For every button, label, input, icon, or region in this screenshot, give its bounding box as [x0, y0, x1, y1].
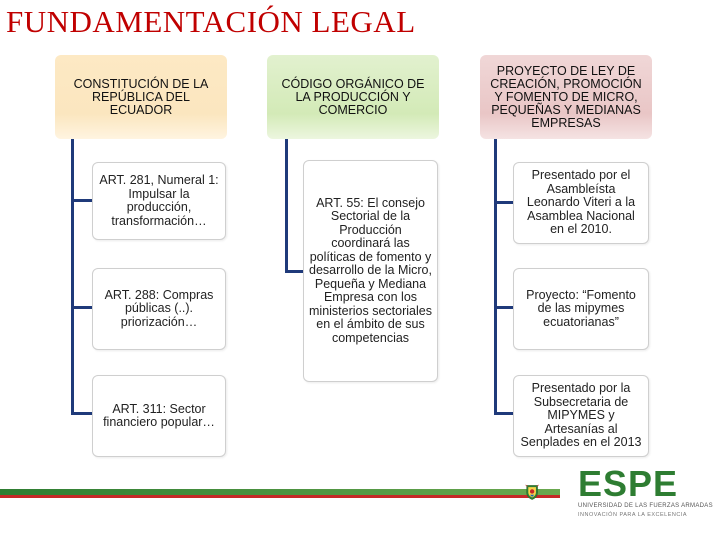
- connector-col1-vertical: [71, 139, 74, 415]
- connector-col3-item1: [494, 201, 513, 204]
- connector-col3-item2: [494, 306, 513, 309]
- page-title: FUNDAMENTACIÓN LEGAL: [6, 4, 416, 39]
- espe-crest-icon: [525, 462, 577, 522]
- connector-col1-item1: [71, 199, 92, 202]
- connector-col2-item1: [285, 270, 303, 273]
- connector-col3-vertical: [494, 139, 497, 415]
- header-constitucion: CONSTITUCIÓN DE LA REPÚBLICA DEL ECUADOR: [55, 55, 227, 139]
- item-art-55: ART. 55: El consejo Sectorial de la Producción coordinará las políticas de fomento y desarrollo de la Micro, Pequeña y Mediana Empresa con los ministerios sectoriales en el ámbito de sus competencias: [303, 160, 438, 382]
- header-proyecto-ley: PROYECTO DE LEY DE CREACIÓN, PROMOCIÓN Y FOMENTO DE MICRO, PEQUEÑAS Y MEDIANAS EMPRESAS: [480, 55, 652, 139]
- item-asambleista-viteri: Presentado por el Asambleísta Leonardo Viteri a la Asamblea Nacional en el 2010.: [513, 162, 649, 244]
- connector-col1-item3: [71, 412, 92, 415]
- connector-col1-item2: [71, 306, 92, 309]
- item-art-281: ART. 281, Numeral 1: Impulsar la producción, transformación…: [92, 162, 226, 240]
- item-art-311: ART. 311: Sector financiero popular…: [92, 375, 226, 457]
- connector-col3-item3: [494, 412, 513, 415]
- connector-col2-vertical: [285, 139, 288, 273]
- item-proyecto-fomento: Proyecto: “Fomento de las mipymes ecuatorianas”: [513, 268, 649, 350]
- footer-red-bar: [0, 495, 560, 498]
- item-subsecretaria: Presentado por la Subsecretaria de MIPYMES y Artesanías al Senplades en el 2013: [513, 375, 649, 457]
- espe-logo-text: ESPE: [578, 463, 679, 504]
- university-name: UNIVERSIDAD DE LAS FUERZAS ARMADAS: [578, 503, 713, 509]
- university-motto: INNOVACIÓN PARA LA EXCELENCIA: [578, 512, 688, 518]
- item-art-288: ART. 288: Compras públicas (..). priorización…: [92, 268, 226, 350]
- header-codigo-organico: CÓDIGO ORGÁNICO DE LA PRODUCCIÓN Y COMERCIO: [267, 55, 439, 139]
